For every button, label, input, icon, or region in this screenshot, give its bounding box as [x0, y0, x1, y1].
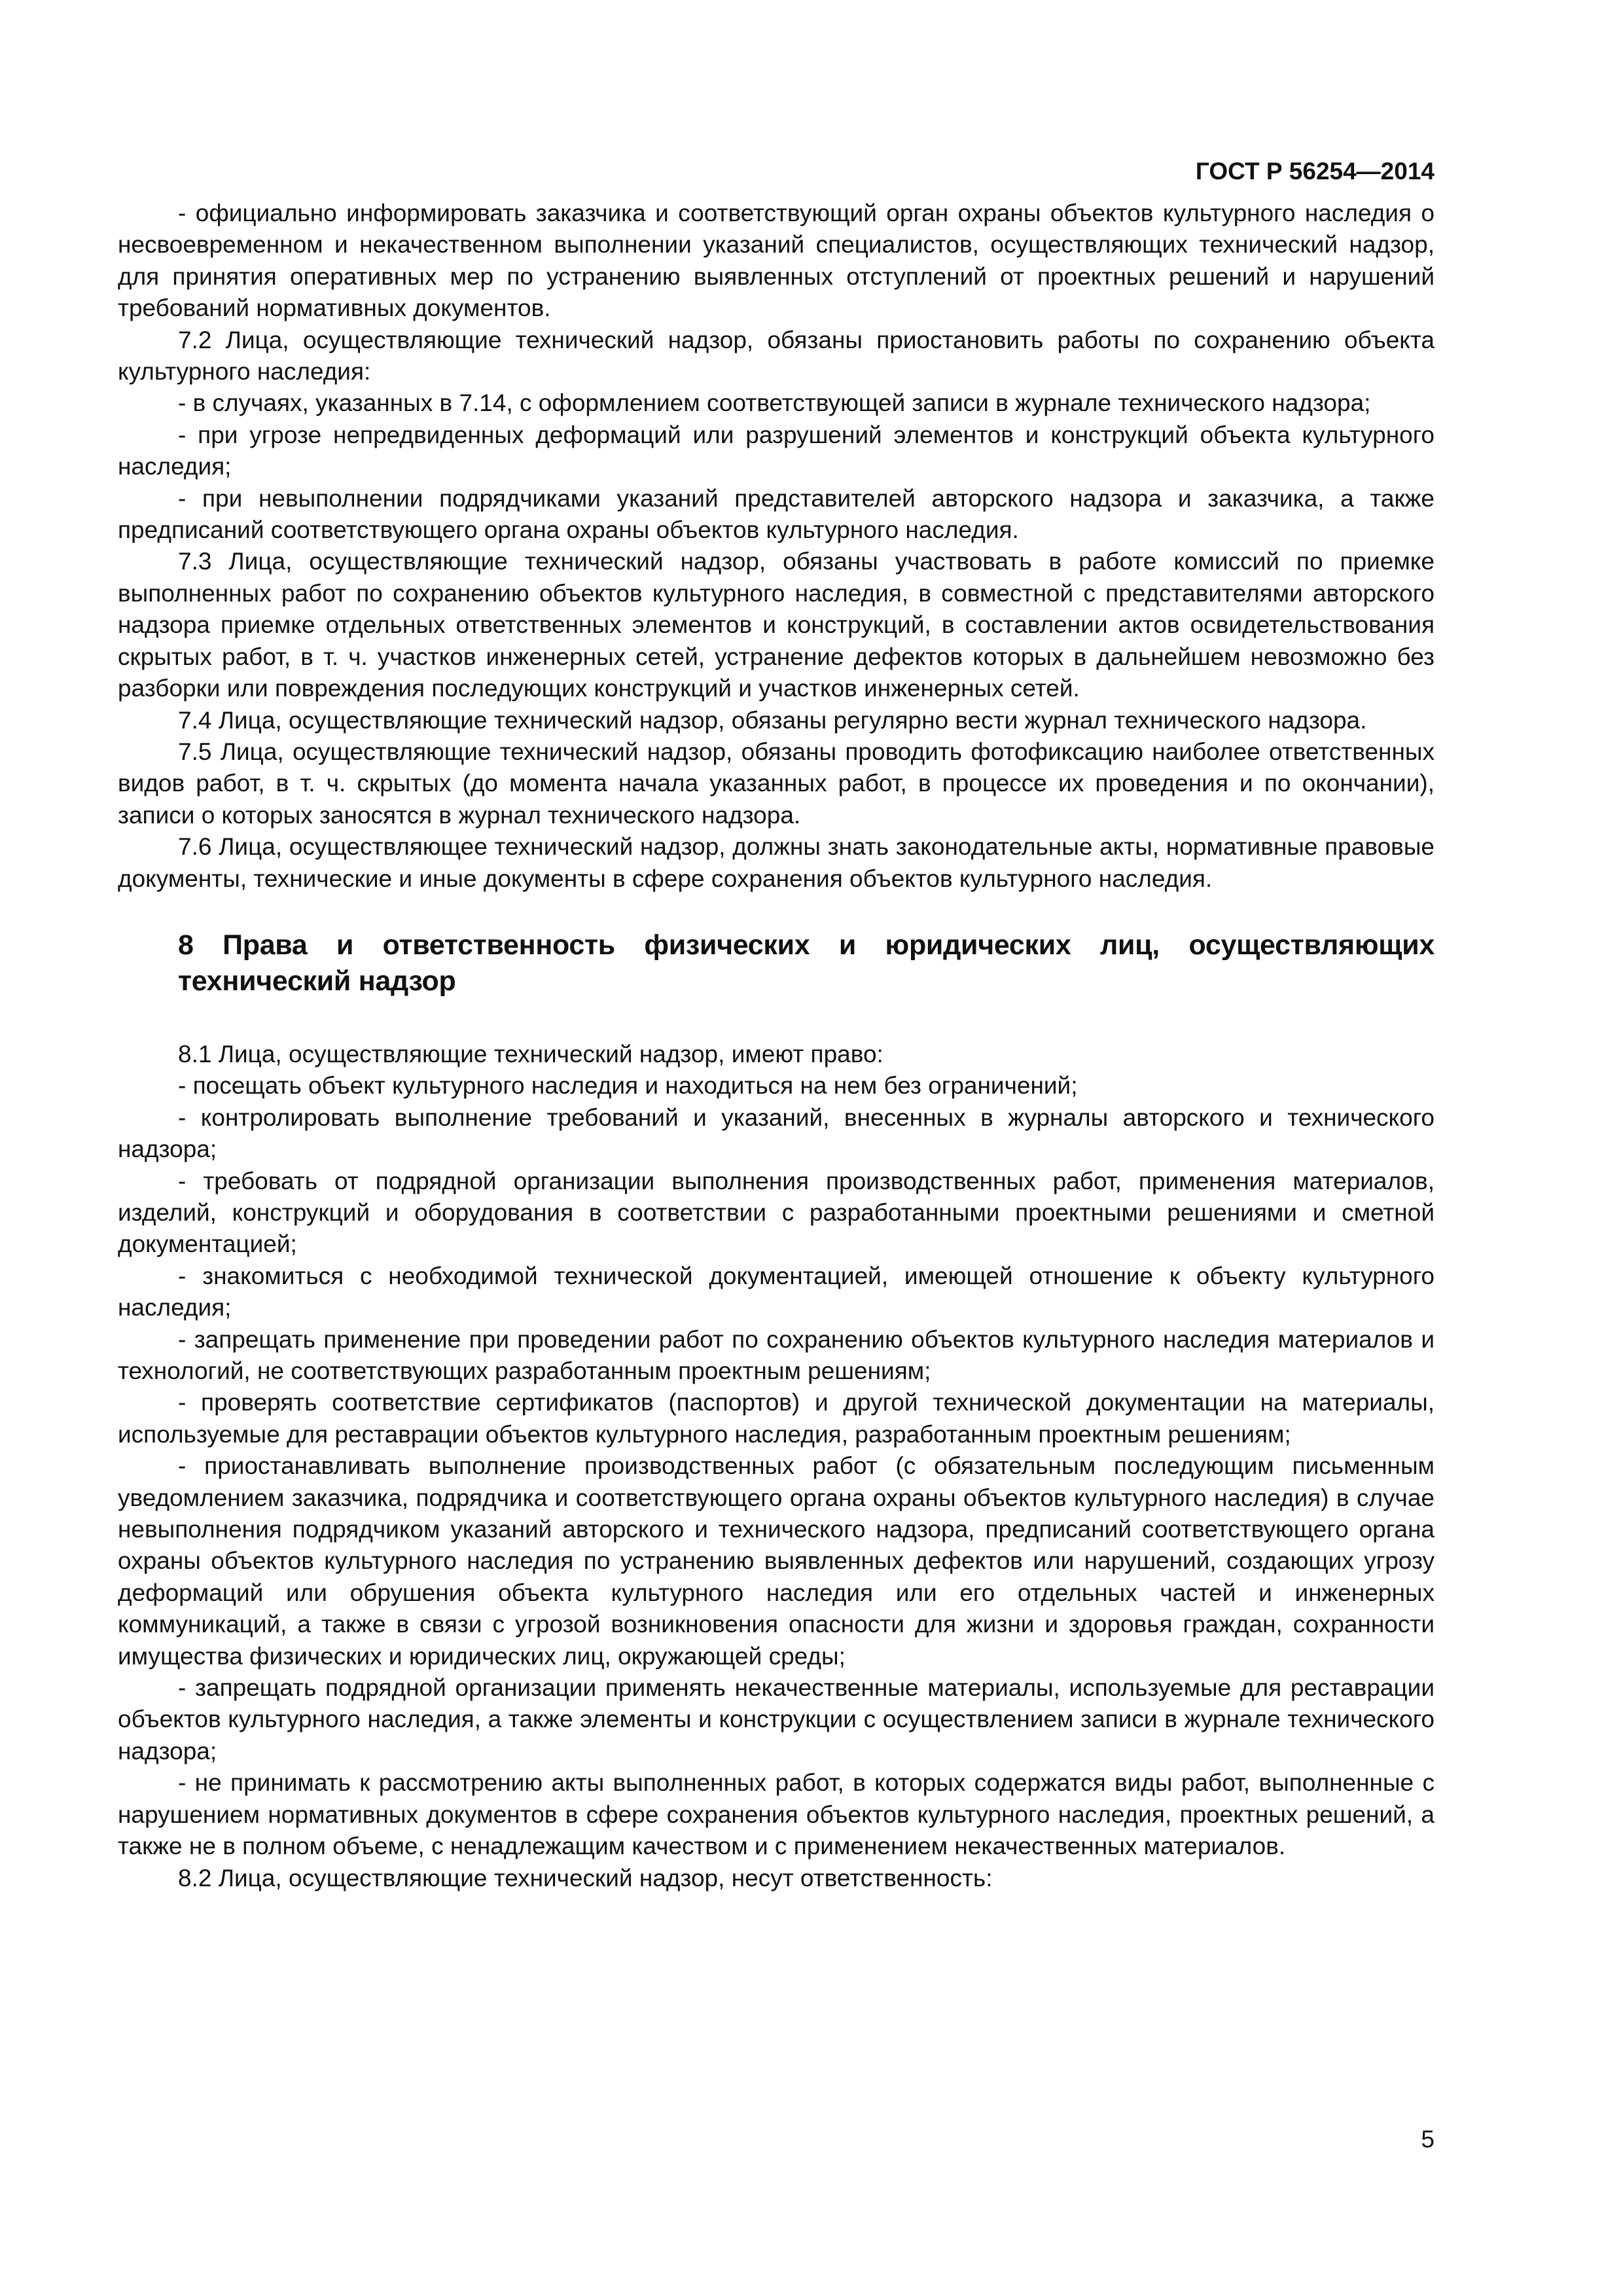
section-8-heading: 8 Права и ответственность физических и юридических лиц, осуществляющих технический надзор — [178, 929, 1435, 997]
paragraph-7-3: 7.3 Лица, осуществляющие технический надзор, обязаны участвовать в работе комиссий по приемке выполненных работ по сохранению объектов культурного наследия, в совместной с представителями авторского надзора приемке отдельных ответственных элементов и конструкций, в составлении актов освидетельствования скрытых работ, в т. ч. участков инженерных сетей, устранение дефектов которых в дальнейшем невозможно без разборки или повреждения последующих конструкций и участков инженерных сетей. — [118, 548, 1435, 702]
paragraph-7-6: 7.6 Лица, осуществляющее технический надзор, должны знать законодательные акты, нормативные правовые документы, технические и иные документы в сфере сохранения объектов культурного наследия. — [118, 833, 1435, 892]
list-item-visit-object: - посещать объект культурного наследия и находиться на нем без ограничений; — [178, 1072, 1078, 1100]
list-item-demand-contractor: - требовать от подрядной организации выполнения производственных работ, применения материалов, изделий, конструкций и оборудования в соответствии с разработанными проектными решениями и сметной документацией; — [118, 1167, 1435, 1258]
list-item-prohibit-materials: - запрещать применение при проведении работ по сохранению объектов культурного наследия материалов и технологий, не соответствующих разработанным проектным решениям; — [118, 1325, 1435, 1384]
list-item-check-certificates: - проверять соответствие сертификатов (паспортов) и другой технической документации на материалы, используемые для реставрации объектов культурного наследия, разработанным проектным решениям; — [118, 1389, 1435, 1448]
list-item-prohibit-low-quality: - запрещать подрядной организации применять некачественные материалы, используемые для реставрации объектов культурного наследия, а также элементы и конструкции с осуществлением записи в журнале технического надзора; — [118, 1674, 1435, 1765]
list-item-reject-acts: - не принимать к рассмотрению акты выполненных работ, в которых содержатся виды работ, выполненные с нарушением нормативных документов в сфере сохранения объектов культурного наследия, проектных решений, а также не в полном объеме, с ненадлежащим качеством и с применением некачественных материалов. — [118, 1769, 1435, 1860]
list-item-deformation-threat: - при угрозе непредвиденных деформаций или разрушений элементов и конструкций объекта культурного наследия; — [118, 421, 1435, 480]
list-item-control-requirements: - контролировать выполнение требований и указаний, внесенных в журналы авторского и технического надзора; — [118, 1103, 1435, 1163]
paragraph-7-2: 7.2 Лица, осуществляющие технический надзор, обязаны приостановить работы по сохранению объекта культурного наследия: — [118, 326, 1435, 386]
document-body — [118, 198, 1435, 1894]
document-code-header: ГОСТ Р 56254—2014 — [1195, 158, 1435, 185]
paragraph-8-1: 8.1 Лица, осуществляющие технический надзор, имеют право: — [178, 1040, 883, 1067]
list-item-7-14-cases: - в случаях, указанных в 7.14, с оформлением соответствующей записи в журнале технического надзора; — [178, 389, 1371, 417]
page-number: 5 — [1421, 2126, 1435, 2153]
paragraph-notify-customer: - официально информировать заказчика и соответствующий орган охраны объектов культурного наследия о несвоевременном и некачественном выполнении указаний специалистов, осуществляющих технический надзор, для принятия оперативных мер по устранению выявленных отступлений от проектных решений и нарушений требований нормативных документов. — [118, 200, 1435, 322]
list-item-review-documentation: - знакомиться с необходимой технической документацией, имеющей отношение к объекту культурного наследия; — [118, 1262, 1435, 1321]
paragraph-8-2: 8.2 Лица, осуществляющие технический надзор, несут ответственность: — [178, 1864, 993, 1892]
paragraph-7-4: 7.4 Лица, осуществляющие технический надзор, обязаны регулярно вести журнал технического надзора. — [178, 706, 1367, 734]
list-item-suspend-works: - приостанавливать выполнение производственных работ (с обязательным последующим письменным уведомлением заказчика, подрядчика и соответствующего органа охраны объектов культурного наследия) в случае невыполнения подрядчиком указаний авторского и технического надзора, предписаний соответствующего органа охраны объектов культурного наследия по устранению выявленных дефектов или нарушений, создающих угрозу деформаций или обрушения объекта культурного наследия или его отдельных частей и инженерных коммуникаций, а также в связи с угрозой возникновения опасности для жизни и здоровья граждан, сохранности имущества физических и юридических лиц, окружающей среды; — [118, 1452, 1435, 1670]
paragraph-7-5: 7.5 Лица, осуществляющие технический надзор, обязаны проводить фотофиксацию наиболее ответственных видов работ, в т. ч. скрытых (до момента начала указанных работ, в процессе их проведения и по окончании), записи о которых заносятся в журнал технического надзора. — [118, 738, 1435, 829]
list-item-non-fulfilment: - при невыполнении подрядчиками указаний представителей авторского надзора и заказчика, а также предписаний соответствующего органа охраны объектов культурного наследия. — [118, 484, 1435, 544]
